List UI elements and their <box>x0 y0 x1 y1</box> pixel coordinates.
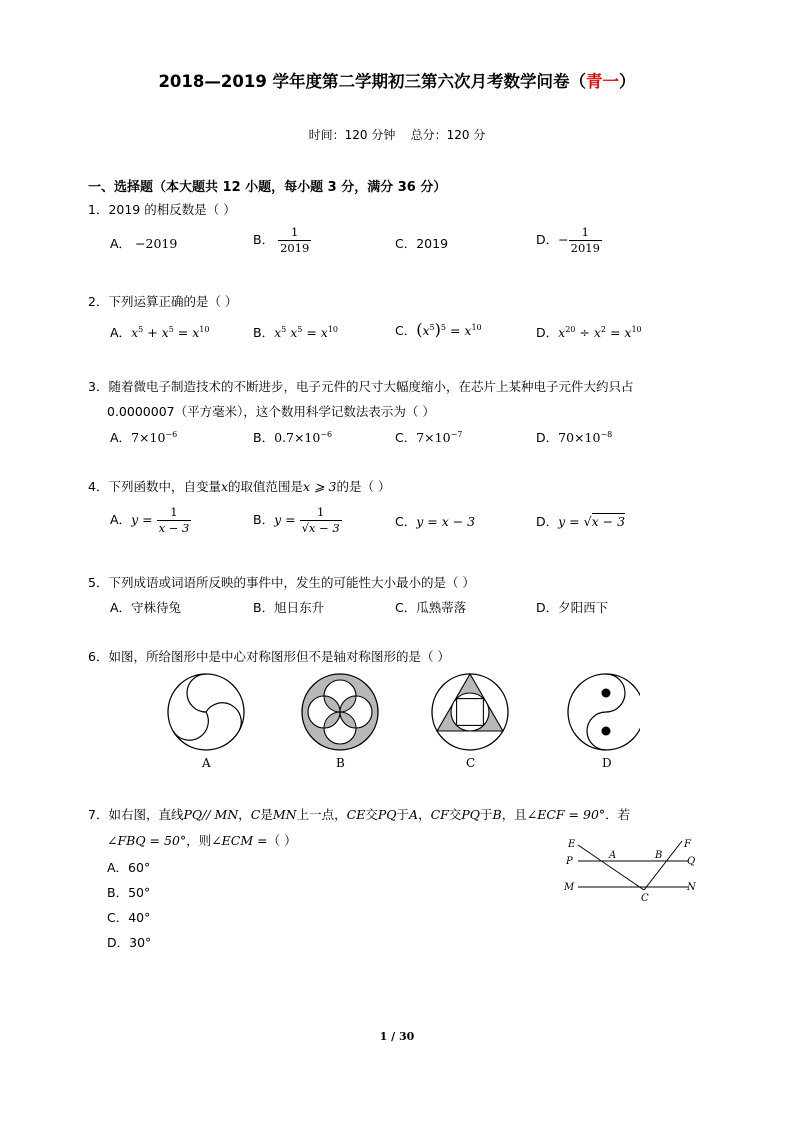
q6-label-a: A <box>202 756 211 770</box>
q1-d-label: D． <box>536 232 559 247</box>
title-end: ） <box>619 72 636 91</box>
q7-figure <box>560 833 700 908</box>
page-title <box>0 68 794 92</box>
q6-figures <box>160 668 640 758</box>
q4-option-b: B．y = $\frac{1}{√x - 3}$ <box>253 505 340 535</box>
q7-stem-line1: 7．如右图，直线PQ// MN，C是MN上一点，CE交PQ于A，CF交PQ于B，且∠ECF = 90°．若 <box>88 807 631 822</box>
q7-option-c: C．40° <box>107 910 151 925</box>
q3-stem-line1: 3．随着微电子制造技术的不断进步，电子元件的尺寸大幅度缩小，在芯片上某种电子元件大约只占 <box>88 379 634 394</box>
label-p: P <box>566 856 573 867</box>
q1-a-value: −2019 <box>135 236 178 251</box>
q7-option-d: D．30° <box>107 935 152 950</box>
q3-option-b: B．$0.7\times 10^{-6}$ <box>253 430 333 445</box>
q1-b-fraction: $\frac{1}{2019}$ <box>280 225 310 255</box>
q6-label-d: D <box>602 756 612 770</box>
q1-option-c: C．2019 <box>395 236 449 251</box>
q6-figure-d <box>568 674 640 750</box>
q6-label-c: C <box>466 756 476 770</box>
q4-a-fraction: $\frac{1}{x - 3}$ <box>158 505 190 535</box>
exam-info: 时间：120 分钟 总分：120 分 <box>308 128 486 142</box>
q4-option-c: C．y = x − 3 <box>395 514 476 529</box>
q1-option-b <box>253 225 311 256</box>
q6-figure-c <box>432 674 508 750</box>
q4-b-fraction: $\frac{1}{√x - 3}$ <box>301 505 340 535</box>
q1-b-label: B． <box>253 232 275 247</box>
q3-option-d: D．$70\times 10^{-8}$ <box>536 430 613 445</box>
label-e: E <box>568 839 576 850</box>
q5-option-a: A．守株待兔 <box>110 600 182 615</box>
q1-a-label: A． <box>110 236 132 251</box>
q6-figure-b <box>302 674 378 750</box>
q2-option-a: A．$x^5 + x^5 = x^{10}$ <box>110 325 210 340</box>
q6-label-b: B <box>336 756 345 770</box>
q5-stem: 5．下列成语或词语所反映的事件中，发生的可能性大小最小的是（ ） <box>88 575 475 590</box>
q1-option-a <box>110 234 177 252</box>
q5-option-b: B．旭日东升 <box>253 600 325 615</box>
q6-figure-a <box>168 674 244 750</box>
q3-option-c: C．$7\times 10^{-7}$ <box>395 430 463 445</box>
q1-option-d: D．− $\frac{1}{2019}$ <box>536 225 600 255</box>
title-main: 2018—2019 学年度第二学期初三第六次月考数学问卷（ <box>158 72 587 91</box>
page-number: 1 / 30 <box>379 1030 415 1043</box>
q3-option-a: A．$7\times 10^{-6}$ <box>110 430 178 445</box>
q2-option-c: C．$(x^5)^5 = x^{10}$ <box>395 320 482 339</box>
line-cf <box>644 841 682 890</box>
label-m: M <box>564 882 575 893</box>
q2-option-b: B．$x^5$ $x^5 = x^{10}$ <box>253 325 339 340</box>
q1-d-fraction: $\frac{1}{2019}$ <box>570 225 600 255</box>
q5-option-c: C．瓜熟蒂落 <box>395 600 467 615</box>
section-heading: 一、选择题（本大题共 12 小题，每小题 3 分，满分 36 分） <box>88 180 447 195</box>
q4-stem: 4．下列函数中，自变量x的取值范围是x ⩾ 3的是（ ） <box>88 479 391 494</box>
label-n: N <box>687 882 696 893</box>
label-b: B <box>655 850 663 861</box>
q5-option-d: D．夕阳西下 <box>536 600 609 615</box>
q4-option-a: A．y = $\frac{1}{x - 3}$ <box>110 505 190 535</box>
q7-stem-line2: ∠FBQ = 50°，则∠ECM =（ ） <box>107 833 297 848</box>
q3-stem-line2: 0.0000007（平方毫米），这个数用科学记数法表示为（ ） <box>107 404 435 419</box>
q2-option-d: D．$x^{20} \div x^2 = x^{10}$ <box>536 325 642 340</box>
q7-option-a: A．60° <box>107 860 151 875</box>
label-q: Q <box>687 856 696 867</box>
title-school: 青一 <box>586 72 620 91</box>
q1-stem: 1．2019 的相反数是（ ） <box>88 202 236 217</box>
q2-stem: 2．下列运算正确的是（ ） <box>88 294 238 309</box>
q4-option-d: D．y = √x − 3 <box>536 514 626 529</box>
label-a: A <box>609 850 617 861</box>
label-c: C <box>641 893 649 904</box>
q6-stem: 6．如图，所给图形中是中心对称图形但不是轴对称图形的是（ ） <box>88 649 450 664</box>
q7-option-b: B．50° <box>107 885 151 900</box>
label-f: F <box>684 839 691 850</box>
